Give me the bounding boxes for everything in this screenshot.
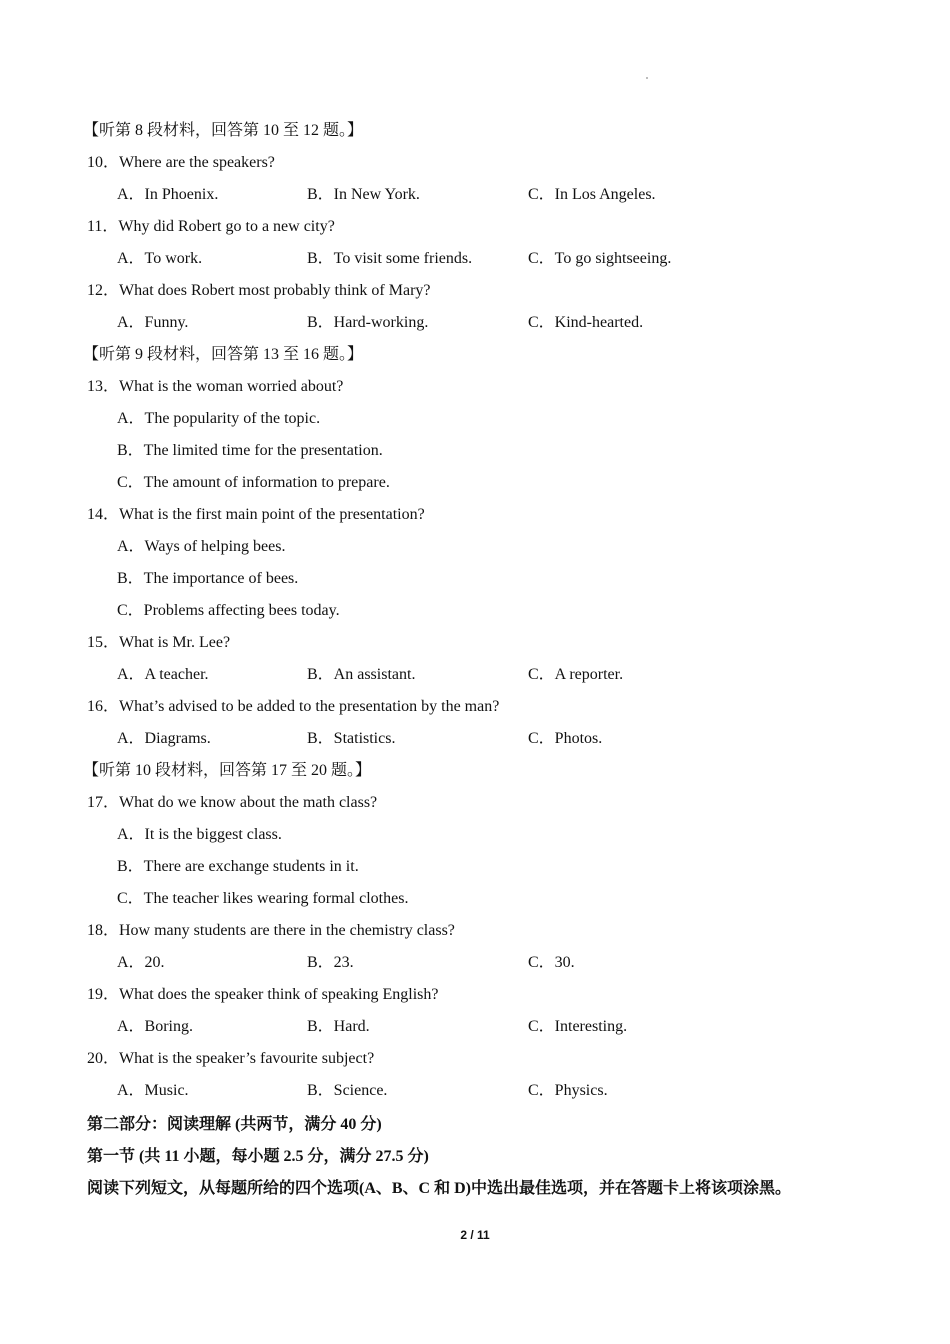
q12-option-c: C．Kind-hearted. bbox=[528, 314, 644, 331]
q17-option-a: A．It is the biggest class. bbox=[117, 826, 282, 843]
question-10: 10．Where are the speakers? bbox=[87, 154, 275, 171]
q16-option-a: A．Diagrams. bbox=[117, 730, 211, 747]
q11-option-b: B．To visit some friends. bbox=[307, 250, 473, 267]
q17-option-b: B．There are exchange students in it. bbox=[117, 858, 359, 875]
question-12: 12．What does Robert most probably think of Mary? bbox=[87, 282, 431, 299]
q11-option-a: A．To work. bbox=[117, 250, 203, 267]
q14-option-c: C．Problems affecting bees today. bbox=[117, 602, 340, 619]
q18-option-c: C．30. bbox=[528, 954, 575, 971]
q11-option-c: C．To go sightseeing. bbox=[528, 250, 672, 267]
q18-option-b: B．23. bbox=[307, 954, 354, 971]
q10-option-b: B．In New York. bbox=[307, 186, 420, 203]
q14-option-b: B．The importance of bees. bbox=[117, 570, 299, 587]
part2-title: 第二部分：阅读理解 (共两节，满分 40 分) bbox=[87, 1116, 382, 1133]
q15-option-a: A．A teacher. bbox=[117, 666, 209, 683]
q10-option-c: C．In Los Angeles. bbox=[528, 186, 656, 203]
question-16: 16．What’s advised to be added to the presentation by the man? bbox=[87, 698, 500, 715]
speck bbox=[646, 77, 648, 79]
question-19: 19．What does the speaker think of speaking English? bbox=[87, 986, 439, 1003]
section-header-8: 【听第 8 段材料，回答第 10 至 12 题。】 bbox=[83, 122, 364, 139]
section-header-9: 【听第 9 段材料，回答第 13 至 16 题。】 bbox=[83, 346, 364, 363]
q10-option-a: A．In Phoenix. bbox=[117, 186, 219, 203]
q12-option-b: B．Hard-working. bbox=[307, 314, 429, 331]
q15-option-b: B．An assistant. bbox=[307, 666, 416, 683]
q20-option-a: A．Music. bbox=[117, 1082, 189, 1099]
question-20: 20．What is the speaker’s favourite subject? bbox=[87, 1050, 375, 1067]
q20-option-b: B．Science. bbox=[307, 1082, 388, 1099]
q13-option-c: C．The amount of information to prepare. bbox=[117, 474, 390, 491]
part2-instruction: 阅读下列短文，从每题所给的四个选项(A、B、C 和 D)中选出最佳选项，并在答题卡上将该项涂黑。 bbox=[87, 1180, 791, 1197]
q12-option-a: A．Funny. bbox=[117, 314, 189, 331]
part2-section1-title: 第一节 (共 11 小题，每小题 2.5 分，满分 27.5 分) bbox=[87, 1148, 429, 1165]
question-14: 14．What is the first main point of the presentation? bbox=[87, 506, 425, 523]
q16-option-b: B．Statistics. bbox=[307, 730, 396, 747]
question-13: 13．What is the woman worried about? bbox=[87, 378, 344, 395]
q13-option-b: B．The limited time for the presentation. bbox=[117, 442, 383, 459]
q19-option-a: A．Boring. bbox=[117, 1018, 194, 1035]
q20-option-c: C．Physics. bbox=[528, 1082, 608, 1099]
q13-option-a: A．The popularity of the topic. bbox=[117, 410, 321, 427]
q17-option-c: C．The teacher likes wearing formal clothes. bbox=[117, 890, 409, 907]
section-header-10: 【听第 10 段材料，回答第 17 至 20 题。】 bbox=[83, 762, 372, 779]
question-17: 17．What do we know about the math class? bbox=[87, 794, 378, 811]
q19-option-c: C．Interesting. bbox=[528, 1018, 628, 1035]
q14-option-a: A．Ways of helping bees. bbox=[117, 538, 286, 555]
question-15: 15．What is Mr. Lee? bbox=[87, 634, 231, 651]
q19-option-b: B．Hard. bbox=[307, 1018, 370, 1035]
q18-option-a: A．20. bbox=[117, 954, 165, 971]
page-number: 2 / 11 bbox=[460, 1228, 490, 1242]
q16-option-c: C．Photos. bbox=[528, 730, 603, 747]
q15-option-c: C．A reporter. bbox=[528, 666, 624, 683]
question-11: 11．Why did Robert go to a new city? bbox=[87, 218, 335, 235]
question-18: 18．How many students are there in the chemistry class? bbox=[87, 922, 455, 939]
